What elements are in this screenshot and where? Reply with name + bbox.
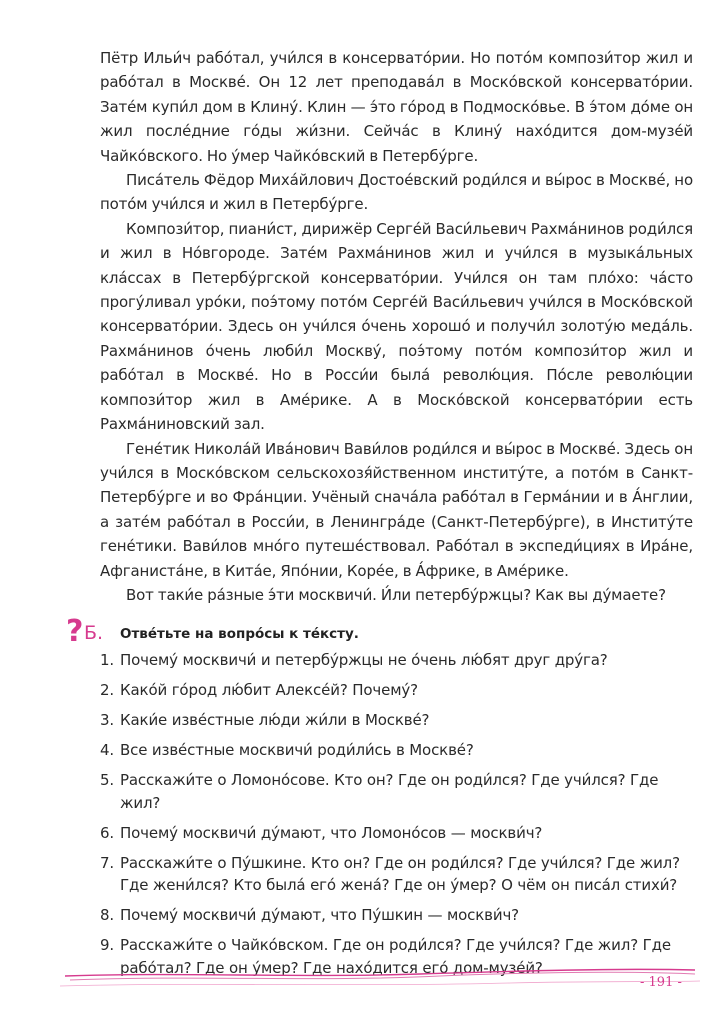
question-number: 4. xyxy=(100,741,115,760)
question-number: 3. xyxy=(100,711,115,730)
question-item xyxy=(100,739,693,762)
paragraph-dostoevsky: Писа́тель Фёдор Миха́йлович Достое́вский роди́лся и вы́рос в Москве́, но пото́м учи́лся и жил в Петербу́рге. xyxy=(100,171,693,214)
question-item xyxy=(100,769,693,814)
footer-wave-line xyxy=(70,972,695,980)
question-text: Како́й го́род лю́бит Алексе́й? Почему́? xyxy=(120,681,418,700)
task-instruction: Отве́тьте на вопро́сы к те́ксту. xyxy=(120,626,359,643)
question-number: 8. xyxy=(100,906,115,925)
paragraph-vavilov: Гене́тик Никола́й Ива́нович Вави́лов роди́лся и вы́рос в Москве́. Здесь он учи́лся в Моско́вском сельскохозя́йственном институ́те, а пото́м в Санкт-Петербу́рге и во Фра́нции. Учёный снача́ла рабо́тал в Герма́нии и в А́нглии, а зате́м рабо́тал в Росси́и, в Ленингра́де (Санкт-Петербу́рге), в Институ́те гене́тики. Вави́лов мно́го путеше́ствовал. Рабо́тал в экспеди́циях в Ира́не, Афганиста́не, в Кита́е, Япо́нии, Коре́е, в А́фрике, в Аме́рике. xyxy=(100,439,693,580)
question-mark-icon: ? xyxy=(66,614,84,650)
question-number: 1. xyxy=(100,651,115,670)
paragraph-rachmaninov: Компози́тор, пиани́ст, дирижёр Серге́й Васи́льевич Рахма́нинов роди́лся и жил в Но́вгороде. Зате́м Рахма́нинов жил и учи́лся в музыка́льных кла́ссах в Петербу́ргской консервато́рии. Учи́лся он там пло́хо: ча́сто прогу́ливал уро́ки, поэ́тому пото́м Серге́й Васи́льевич учи́лся в Моско́вской консервато́рии. Здесь он учи́лся о́чень хорошо́ и получи́л золоту́ю меда́ль. Рахма́нинов о́чень люби́л Москву́, поэ́тому пото́м компози́тор жил и рабо́тал в Москве́. Но в Росси́и была́ револю́ция. По́сле револю́ции компози́тор жил в Аме́рике. А в Моско́вской консервато́рии есть Рахма́ниновский зал. xyxy=(100,219,693,434)
question-number: 7. xyxy=(100,853,115,872)
question-text: Почему́ москвичи́ ду́мают, что Ломоно́сов — москви́ч? xyxy=(120,823,543,842)
question-item xyxy=(100,679,693,702)
footer-wave-line xyxy=(60,981,700,986)
question-item xyxy=(100,904,693,927)
paragraph-conclusion: Вот таки́е ра́зные э́ти москвичи́. И́ли петербу́ржцы? Как вы ду́маете? xyxy=(126,585,666,604)
question-text: Расскажи́те о Ломоно́сове. Кто он? Где он роди́лся? Где учи́лся? Где жил? xyxy=(120,771,659,812)
question-list xyxy=(100,649,693,979)
question-item xyxy=(100,649,693,672)
question-text: Каки́е изве́стные лю́ди жи́ли в Москве́? xyxy=(120,711,430,730)
question-number: 9. xyxy=(100,936,115,955)
footer-decoration xyxy=(60,962,700,1002)
page-number: - 191 - xyxy=(640,975,682,990)
question-number: 5. xyxy=(100,771,115,790)
question-item xyxy=(100,852,693,897)
question-text: Все изве́стные москвичи́ роди́ли́сь в Москве́? xyxy=(120,741,474,760)
question-number: 2. xyxy=(100,681,115,700)
question-text: Расскажи́те о Пу́шкине. Кто он? Где он роди́лся? Где учи́лся? Где жил? Где жени́лся? Кто была́ его́ жена́? Где он у́мер? О чём он писа́л стихи́? xyxy=(120,853,680,895)
question-number: 6. xyxy=(100,823,115,842)
question-text: Почему́ москвичи́ ду́мают, что Пу́шкин — москви́ч? xyxy=(120,906,519,925)
question-item xyxy=(100,709,693,732)
question-item xyxy=(100,822,693,845)
main-text xyxy=(66,46,693,987)
task-letter: Б. xyxy=(84,622,104,645)
question-text: Почему́ москвичи́ и петербу́ржцы не о́чень лю́бят друг дру́га? xyxy=(120,651,608,670)
paragraph-tchaikovsky: Пётр Ильи́ч рабо́тал, учи́лся в консервато́рии. Но пото́м компози́тор жил и рабо́тал в Москве́. Он 12 лет преподава́л в Моско́вской консервато́рии. Зате́м купи́л дом в Клину́. Клин — э́то го́род в Подмоско́вье. В э́том до́ме он жил после́дние го́ды жи́зни. Сейча́с в Клину́ нахо́дится дом-музе́й Чайко́вского. Но у́мер Чайко́вский в Петербу́рге. xyxy=(100,49,693,165)
task-header xyxy=(66,614,693,650)
question-text: Расскажи́те о Чайко́вском. Где он роди́лся? Где учи́лся? Где жил? Где рабо́тал? Где он у́мер? Где нахо́дится его́ дом-музе́й? xyxy=(120,936,671,977)
